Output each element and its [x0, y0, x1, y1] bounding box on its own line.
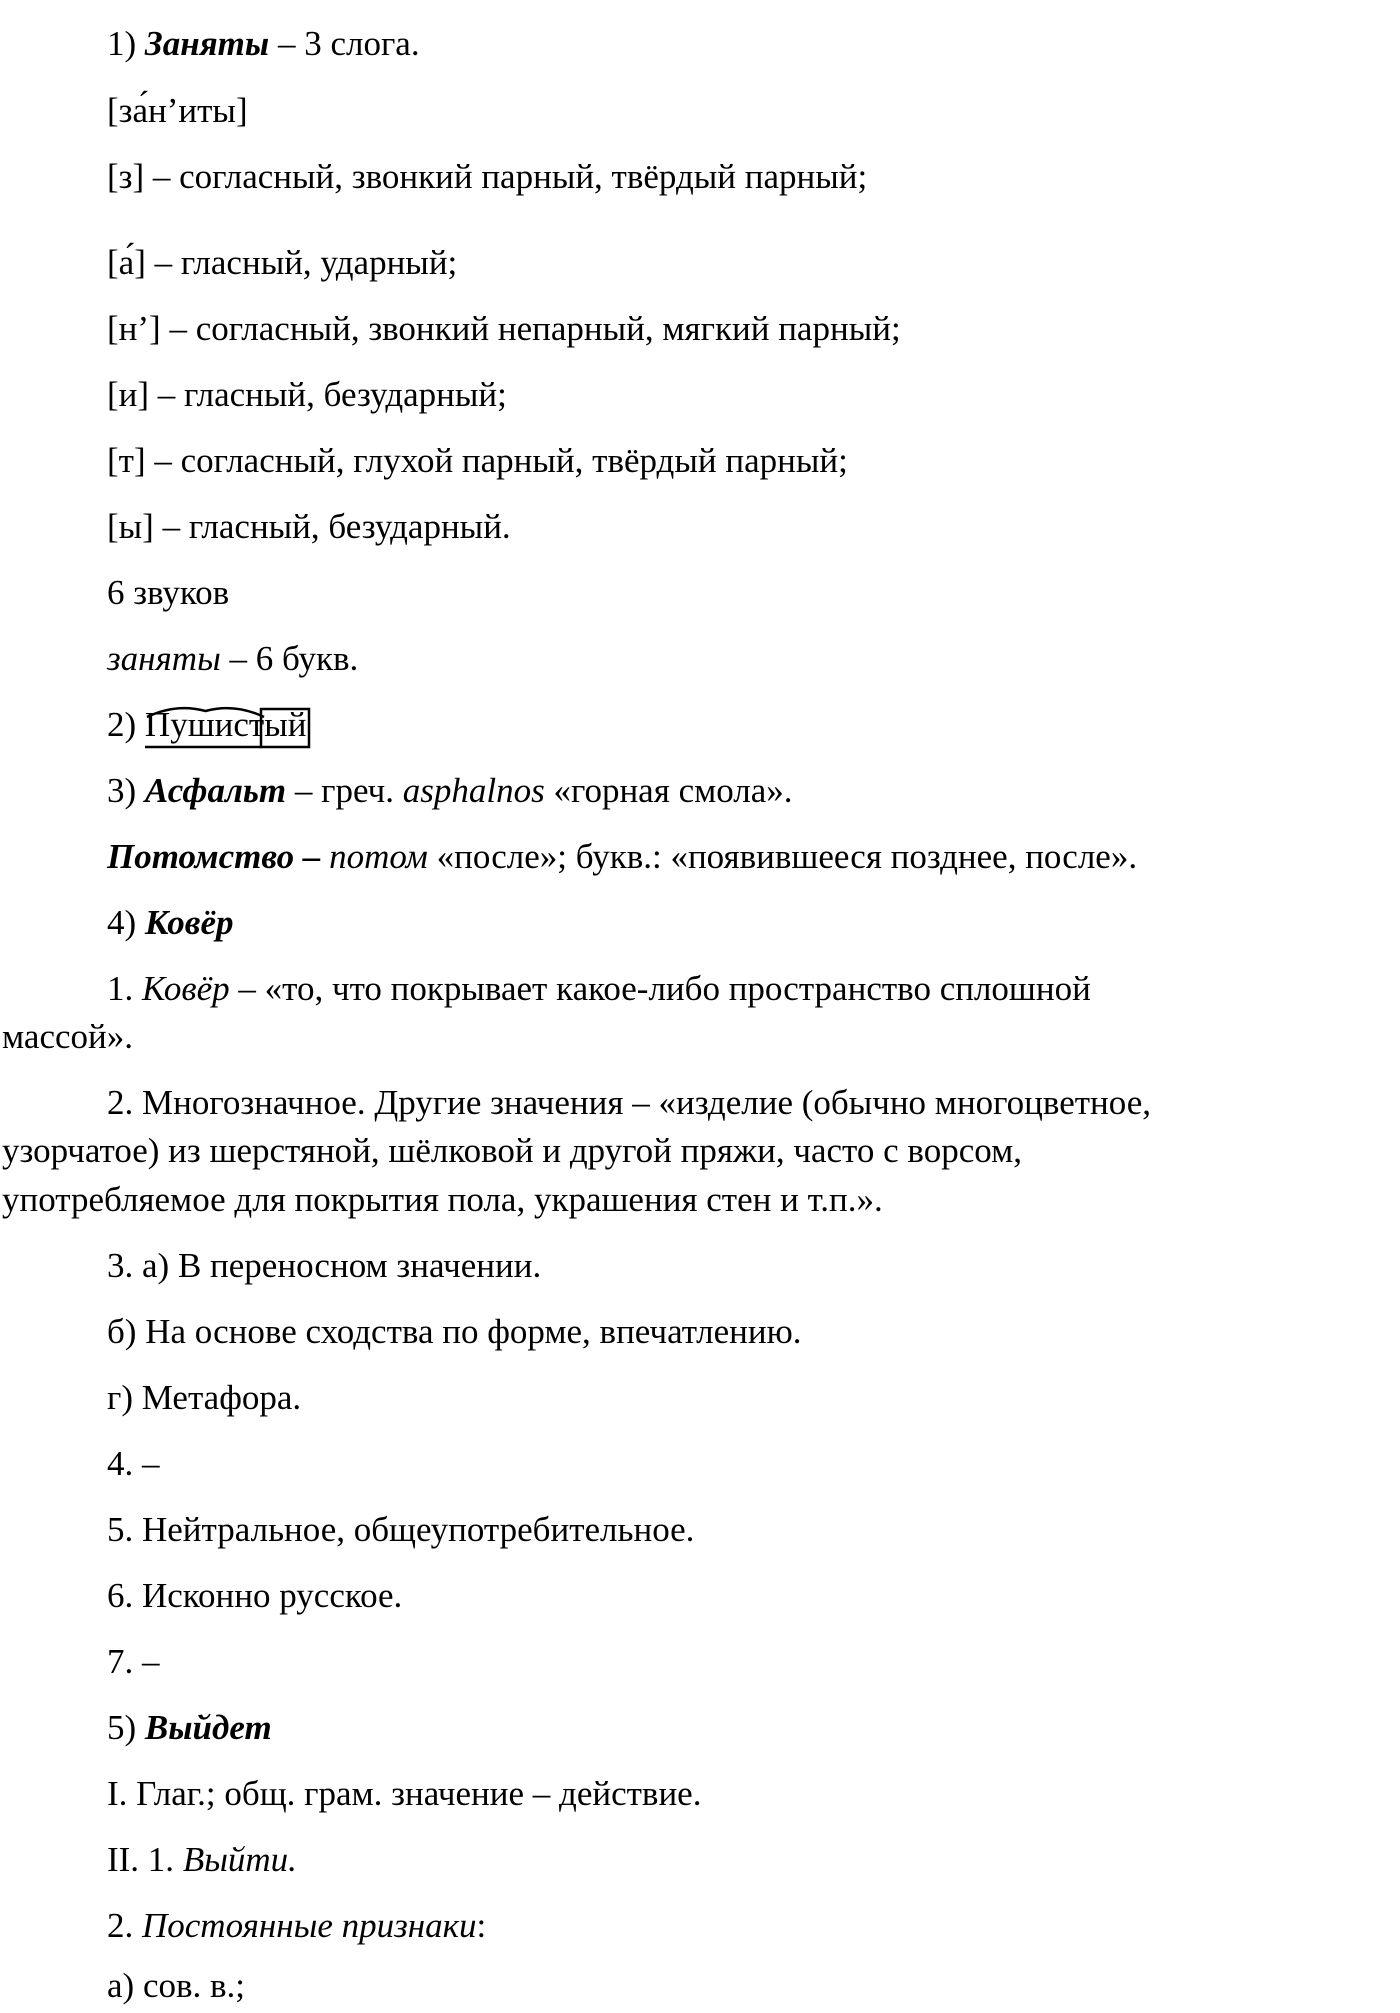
polysemy-line-cont: узорчатое) из шерстяной, шёлковой и другой пряжи, часто с ворсом,	[2, 1131, 1022, 1170]
item-number: II. 1.	[107, 1840, 183, 1879]
morphemic-parse	[145, 705, 307, 745]
etymology-line	[107, 837, 1137, 877]
letter-count	[107, 639, 358, 679]
analysis-line: б) На основе сходства по форме, впечатлению.	[107, 1312, 802, 1351]
transcription: [за́н’иты]	[107, 91, 248, 130]
sound-count: 6 звуков	[107, 573, 230, 612]
item-number: 5)	[107, 1708, 145, 1747]
item-1-heading	[107, 24, 420, 64]
item-number: 1.	[107, 969, 142, 1008]
item-text: – «то, что покрывает какое-либо пространство сплошной	[229, 969, 1091, 1008]
item-number: 4)	[107, 903, 145, 942]
meaning-line	[107, 969, 1091, 1009]
headword: Заняты	[144, 24, 270, 63]
word-italic: Ковёр	[142, 969, 230, 1008]
item-4-heading	[107, 903, 233, 943]
sound-line: [а́] – гласный, ударный;	[107, 243, 458, 282]
dash: –	[294, 837, 330, 876]
word-italic: заняты	[107, 639, 221, 678]
item-2-morphemic	[107, 705, 306, 745]
headword: Выйдет	[144, 1708, 272, 1747]
polysemy-line: 2. Многозначное. Другие значения – «изделие (обычно многоцветное,	[107, 1083, 1151, 1122]
prefix-letter: П	[144, 705, 171, 744]
root-part: ушист	[170, 705, 265, 744]
analysis-line: 4. –	[107, 1444, 160, 1483]
sound-line: [ы] – гласный, безударный.	[107, 507, 511, 546]
foreign-word: asphalnos	[402, 771, 545, 810]
item-text: – греч.	[286, 771, 403, 810]
root-word: потом	[329, 837, 428, 876]
grammar-line	[107, 1840, 297, 1880]
ending-part: ый	[264, 705, 307, 744]
grammar-line: I. Глаг.; общ. грам. значение – действие.	[107, 1774, 702, 1813]
sound-line: [т] – согласный, глухой парный, твёрдый парный;	[107, 441, 848, 480]
item-text: – 3 слога.	[269, 24, 420, 63]
grammar-line: а) сов. в.;	[107, 1966, 246, 2005]
grammar-line	[107, 1906, 486, 1946]
item-number: 2)	[107, 705, 145, 744]
item-number: 1)	[107, 24, 145, 63]
item-3-etymology	[107, 771, 793, 811]
item-text: :	[476, 1906, 487, 1945]
item-text: – 6 букв.	[220, 639, 359, 678]
sound-line: [з] – согласный, звонкий парный, твёрдый парный;	[107, 157, 868, 196]
analysis-line: 5. Нейтральное, общеупотребительное.	[107, 1510, 695, 1549]
item-number: 2.	[107, 1906, 142, 1945]
item-text: «после»; букв.: «появившееся позднее, после».	[427, 837, 1138, 876]
section-label: Постоянные признаки	[142, 1906, 477, 1945]
item-number: 3)	[107, 771, 145, 810]
analysis-line: 7. –	[107, 1642, 160, 1681]
headword: Потомство	[107, 837, 295, 876]
headword: Асфальт	[144, 771, 287, 810]
headword: Ковёр	[144, 903, 234, 942]
meaning-line-cont: массой».	[2, 1017, 133, 1056]
initial-form: Выйти.	[182, 1840, 297, 1879]
polysemy-line-cont: употребляемое для покрытия пола, украшения стен и т.п.».	[2, 1180, 883, 1219]
item-text: «горная смола».	[544, 771, 793, 810]
analysis-line: 3. а) В переносном значении.	[107, 1246, 542, 1285]
item-5-heading	[107, 1708, 272, 1748]
analysis-line: г) Метафора.	[107, 1378, 302, 1417]
sound-line: [н’] – согласный, звонкий непарный, мягкий парный;	[107, 309, 901, 348]
analysis-line: 6. Исконно русское.	[107, 1576, 403, 1615]
sound-line: [и] – гласный, безударный;	[107, 375, 507, 414]
